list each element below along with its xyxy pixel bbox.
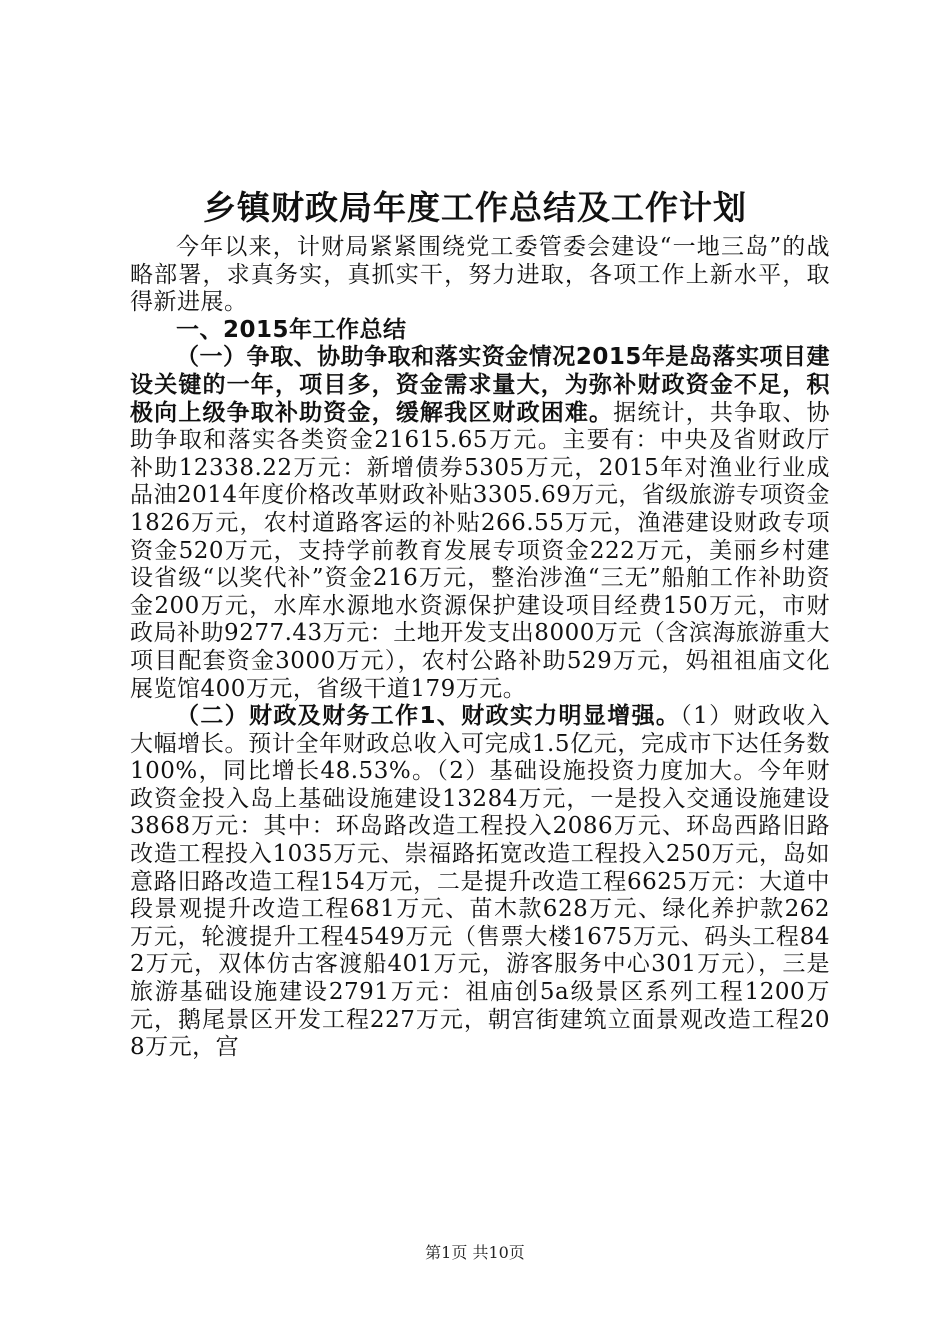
section-heading: 一、2015年工作总结 (176, 316, 407, 343)
finance-paragraph-lead: （二）财政及财务工作1、财政实力明显增强。 (176, 703, 681, 730)
page-footer: 第1页 共10页 (425, 1243, 525, 1262)
funding-paragraph-lead: （一）争取、协助争取和落实资金情况2015年是岛落实项目建设关键的一年，项目多，资金需求量大，为弥补财政资金不足，积极向上级争取补助资金，缓解我区财政困难。 (130, 344, 830, 426)
document-body (130, 234, 830, 1062)
intro-paragraph: 今年以来，计财局紧紧围绕党工委管委会建设“一地三岛”的战略部署，求真务实，真抓实干，努力进取，各项工作上新水平，取得新进展。 (130, 234, 830, 316)
finance-paragraph-text: （1）财政收入大幅增长。预计全年财政总收入可完成1.5亿元，完成市下达任务数100%，同比增长48.53%。（2）基础设施投资力度加大。今年财政资金投入岛上基础设施建设13284万元，一是投入交通设施建设3868万元：其中：环岛路改造工程投入2086万元、环岛西路旧路改造工程投入1035万元、崇福路拓宽改造工程投入250万元，岛如意路旧路改造工程154万元，二是提升改造工程6625万元：大道中段景观提升改造工程681万元、苗木款628万元、绿化养护款262万元，轮渡提升工程4549万元（售票大楼1675万元、码头工程842万元，双体仿古客渡船401万元，游客服务中心301万元），三是旅游基础设施建设2791万元：祖庙创5a级景区系列工程1200万元，鹅尾景区开发工程227万元，朝宫街建筑立面景观改造工程208万元，宫 (130, 703, 830, 1061)
finance-paragraph (130, 703, 830, 1062)
funding-paragraph-text: 据统计，共争取、协助争取和落实各类资金21615.65万元。主要有：中央及省财政厅补助12338.22万元：新增债券5305万元，2015年对渔业行业成品油2014年度价格改革财政补贴3305.69万元，省级旅游专项资金1826万元，农村道路客运的补贴266.55万元，渔港建设财政专项资金520万元，支持学前教育发展专项资金222万元，美丽乡村建设省级“以奖代补”资金216万元，整治涉渔“三无”船舶工作补助资金200万元，水库水源地水资源保护建设项目经费150万元，市财政局补助9277.43万元：土地开发支出8000万元（含滨海旅游重大项目配套资金3000万元），农村公路补助529万元，妈祖祖庙文化展览馆400万元，省级干道179万元。 (130, 399, 831, 702)
document-title: 乡镇财政局年度工作总结及工作计划 (203, 188, 747, 227)
funding-paragraph (130, 344, 830, 703)
